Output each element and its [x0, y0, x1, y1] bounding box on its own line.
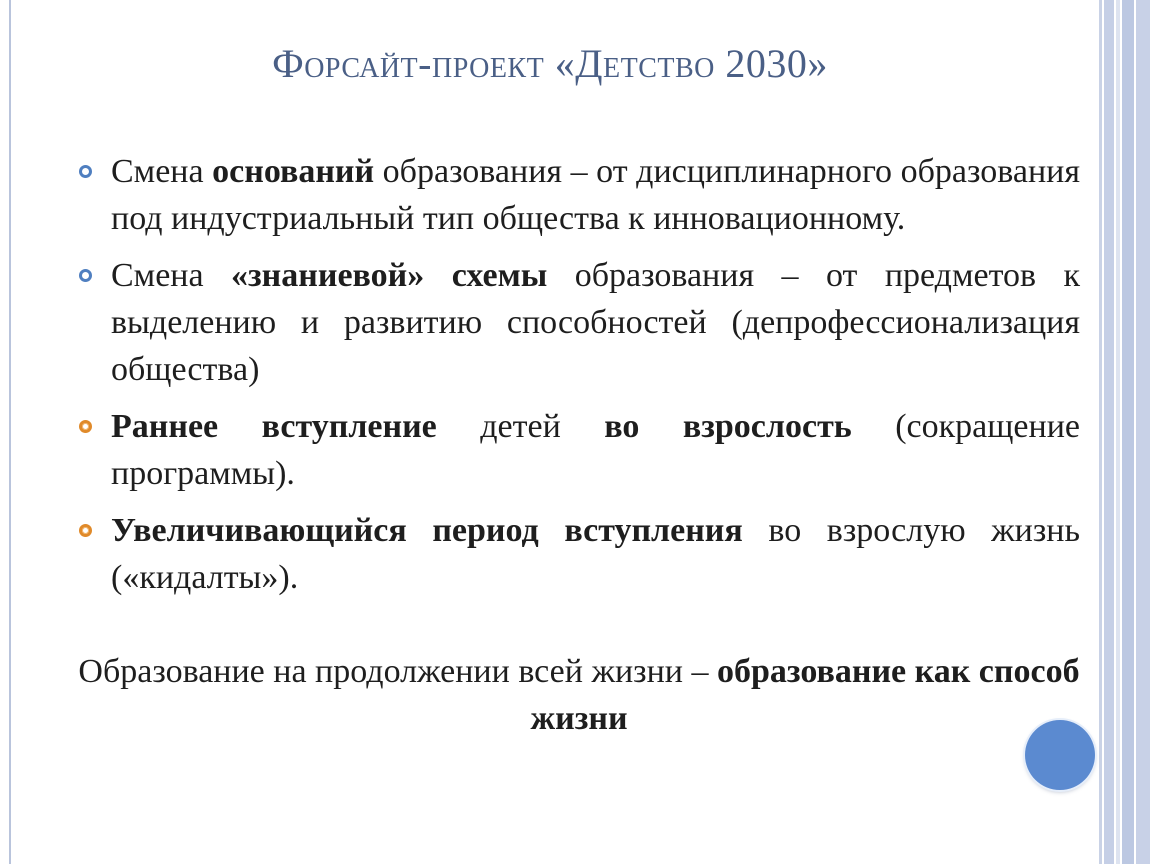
bullet-list: [78, 148, 1080, 611]
slide-title: Форсайт-проект «Детство 2030»: [272, 41, 828, 86]
bullet-item: [78, 403, 1080, 497]
bullet-text-part: образования – от предметов к выделению и развитию способностей (депрофессионализация общества): [111, 257, 1080, 388]
bullet-circle-icon: [79, 524, 92, 537]
conclusion-plain: Образование на продолжении всей жизни –: [78, 653, 717, 690]
bullet-circle-icon: [79, 269, 92, 282]
bullet-circle-icon: [79, 420, 92, 433]
decor-circle-icon: [1025, 720, 1095, 790]
right-decor-stripe: [1136, 0, 1150, 864]
bullet-text-part: образования – от дисциплинарного образования под индустриальный тип общества к инновационному.: [111, 153, 1080, 237]
bullet-bold-part: Увеличивающийся период вступления: [111, 512, 743, 549]
bullet-bold-part: во взрослость: [604, 408, 852, 445]
bullet-text-part: (сокращение программы).: [111, 408, 1081, 492]
bullet-text-part: во взрослую жизнь («кидалты»).: [111, 512, 1080, 596]
conclusion-bold: образование как способ жизни: [530, 653, 1080, 737]
bullet-bold-part: «знаниевой» схемы: [231, 257, 548, 294]
conclusion-text: [78, 648, 1080, 742]
right-decor-stripe: [1116, 0, 1120, 864]
right-decor-stripe: [1122, 0, 1134, 864]
bullet-item: [78, 507, 1080, 601]
bullet-text-part: Смена: [111, 153, 213, 190]
bullet-circle-icon: [79, 165, 92, 178]
bullet-bold-part: Раннее вступление: [111, 408, 437, 445]
bullet-item: [78, 148, 1080, 242]
bullet-text-part: Смена: [111, 257, 232, 294]
right-decor-stripe: [1099, 0, 1102, 864]
left-border-line: [9, 0, 11, 864]
right-decor-stripe: [1104, 0, 1114, 864]
bullet-item: [78, 252, 1080, 393]
bullet-text-part: детей: [436, 408, 605, 445]
bullet-bold-part: оснований: [212, 153, 375, 190]
